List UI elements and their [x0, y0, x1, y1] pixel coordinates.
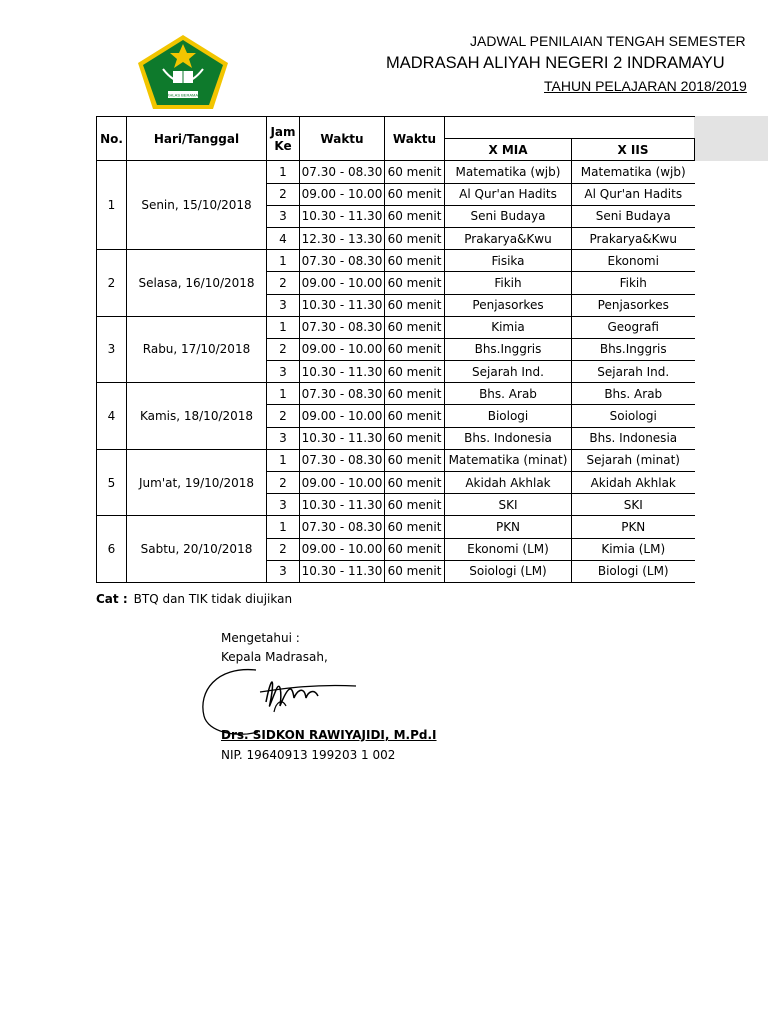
subject-x-mia-cell: Matematika (minat): [445, 449, 572, 471]
header-durasi: Waktu: [385, 117, 445, 161]
jam-ke-cell: 1: [267, 383, 300, 405]
table-row: [97, 516, 695, 538]
jam-ke-cell: 3: [267, 294, 300, 316]
note-label: Cat :: [96, 592, 128, 606]
subject-x-iis-cell: Biologi (LM): [572, 560, 695, 582]
time-cell: 07.30 - 08.30: [300, 516, 385, 538]
subject-x-iis-cell: Geografi: [572, 316, 695, 338]
subject-x-iis-cell: Penjasorkes: [572, 294, 695, 316]
time-cell: 07.30 - 08.30: [300, 383, 385, 405]
time-cell: 10.30 - 11.30: [300, 560, 385, 582]
time-cell: 09.00 - 10.00: [300, 272, 385, 294]
subject-x-mia-cell: Bhs.Inggris: [445, 338, 572, 360]
schedule-body: [97, 161, 695, 583]
title-line-3: TAHUN PELAJARAN 2018/2019: [544, 78, 747, 94]
gray-header-band: [694, 116, 768, 161]
duration-cell: 60 menit: [385, 361, 445, 383]
duration-cell: 60 menit: [385, 449, 445, 471]
subject-x-iis-cell: SKI: [572, 494, 695, 516]
time-cell: 10.30 - 11.30: [300, 427, 385, 449]
subject-x-iis-cell: Al Qur'an Hadits: [572, 183, 695, 205]
header-jam-ke: [267, 117, 300, 161]
title-line-2: MADRASAH ALIYAH NEGERI 2 INDRAMAYU: [386, 54, 725, 72]
table-row: [97, 250, 695, 272]
duration-cell: 60 menit: [385, 560, 445, 582]
subject-x-iis-cell: Soiologi: [572, 405, 695, 427]
subject-x-mia-cell: Fisika: [445, 250, 572, 272]
time-cell: 10.30 - 11.30: [300, 494, 385, 516]
subject-x-iis-cell: PKN: [572, 516, 695, 538]
subject-x-mia-cell: Matematika (wjb): [445, 161, 572, 183]
duration-cell: 60 menit: [385, 494, 445, 516]
subject-x-mia-cell: Soiologi (LM): [445, 560, 572, 582]
duration-cell: 60 menit: [385, 161, 445, 183]
duration-cell: 60 menit: [385, 427, 445, 449]
title-line-1: JADWAL PENILAIAN TENGAH SEMESTER: [470, 33, 746, 49]
subject-x-iis-cell: Prakarya&Kwu: [572, 227, 695, 249]
jam-ke-cell: 1: [267, 250, 300, 272]
subject-x-iis-cell: Fikih: [572, 272, 695, 294]
subject-x-mia-cell: Fikih: [445, 272, 572, 294]
time-cell: 07.30 - 08.30: [300, 449, 385, 471]
duration-cell: 60 menit: [385, 205, 445, 227]
time-cell: 12.30 - 13.30: [300, 227, 385, 249]
signatory-nip: NIP. 19640913 199203 1 002: [221, 748, 396, 762]
jam-ke-cell: 3: [267, 361, 300, 383]
day-number-cell: 4: [97, 383, 127, 450]
time-cell: 07.30 - 08.30: [300, 250, 385, 272]
subject-x-mia-cell: Biologi: [445, 405, 572, 427]
jam-ke-cell: 1: [267, 516, 300, 538]
duration-cell: 60 menit: [385, 316, 445, 338]
jam-ke-cell: 1: [267, 449, 300, 471]
day-number-cell: 3: [97, 316, 127, 383]
day-date-cell: Rabu, 17/10/2018: [127, 316, 267, 383]
subject-x-mia-cell: Bhs. Arab: [445, 383, 572, 405]
table-row: [97, 316, 695, 338]
jam-ke-cell: 3: [267, 205, 300, 227]
subject-x-iis-cell: Akidah Akhlak: [572, 472, 695, 494]
jam-ke-cell: 2: [267, 472, 300, 494]
subject-x-mia-cell: Ekonomi (LM): [445, 538, 572, 560]
header-jam-line1: Jam: [270, 124, 296, 139]
signatory-name: Drs. SIDKON RAWIYAJIDI, M.Pd.I: [221, 728, 437, 742]
jam-ke-cell: 2: [267, 538, 300, 560]
duration-cell: 60 menit: [385, 472, 445, 494]
logo-motto: IKHLAS BERAMAL: [165, 92, 201, 98]
day-number-cell: 2: [97, 250, 127, 317]
duration-cell: 60 menit: [385, 183, 445, 205]
subject-x-iis-cell: Ekonomi: [572, 250, 695, 272]
jam-ke-cell: 2: [267, 183, 300, 205]
jam-ke-cell: 3: [267, 494, 300, 516]
subject-x-mia-cell: Sejarah Ind.: [445, 361, 572, 383]
time-cell: 09.00 - 10.00: [300, 183, 385, 205]
subject-x-mia-cell: Penjasorkes: [445, 294, 572, 316]
header-waktu: Waktu: [300, 117, 385, 161]
subject-x-iis-cell: Kimia (LM): [572, 538, 695, 560]
subject-x-iis-cell: Bhs. Arab: [572, 383, 695, 405]
header-x-mia: X MIA: [445, 139, 572, 161]
subject-x-iis-cell: Seni Budaya: [572, 205, 695, 227]
exam-schedule-table: [96, 116, 695, 583]
day-date-cell: Kamis, 18/10/2018: [127, 383, 267, 450]
time-cell: 10.30 - 11.30: [300, 294, 385, 316]
duration-cell: 60 menit: [385, 294, 445, 316]
subject-x-mia-cell: PKN: [445, 516, 572, 538]
time-cell: 10.30 - 11.30: [300, 205, 385, 227]
subject-x-mia-cell: Bhs. Indonesia: [445, 427, 572, 449]
jam-ke-cell: 3: [267, 427, 300, 449]
duration-cell: 60 menit: [385, 250, 445, 272]
subject-x-mia-cell: Akidah Akhlak: [445, 472, 572, 494]
subject-x-mia-cell: Kimia: [445, 316, 572, 338]
note-text: BTQ dan TIK tidak diujikan: [133, 592, 293, 606]
header-kelas-group: [445, 117, 695, 139]
duration-cell: 60 menit: [385, 227, 445, 249]
time-cell: 07.30 - 08.30: [300, 161, 385, 183]
duration-cell: 60 menit: [385, 405, 445, 427]
jam-ke-cell: 2: [267, 272, 300, 294]
signature-role: Kepala Madrasah,: [221, 650, 328, 664]
subject-x-mia-cell: SKI: [445, 494, 572, 516]
subject-x-iis-cell: Matematika (wjb): [572, 161, 695, 183]
header-jam-line2: Ke: [274, 138, 292, 153]
subject-x-mia-cell: Al Qur'an Hadits: [445, 183, 572, 205]
duration-cell: 60 menit: [385, 383, 445, 405]
time-cell: 09.00 - 10.00: [300, 338, 385, 360]
header-no: No.: [97, 117, 127, 161]
jam-ke-cell: 1: [267, 316, 300, 338]
subject-x-mia-cell: Prakarya&Kwu: [445, 227, 572, 249]
duration-cell: 60 menit: [385, 338, 445, 360]
day-number-cell: 1: [97, 161, 127, 250]
jam-ke-cell: 3: [267, 560, 300, 582]
subject-x-iis-cell: Sejarah (minat): [572, 449, 695, 471]
subject-x-iis-cell: Sejarah Ind.: [572, 361, 695, 383]
subject-x-mia-cell: Seni Budaya: [445, 205, 572, 227]
header-hari-tanggal: Hari/Tanggal: [127, 117, 267, 161]
jam-ke-cell: 1: [267, 161, 300, 183]
day-date-cell: Sabtu, 20/10/2018: [127, 516, 267, 583]
time-cell: 10.30 - 11.30: [300, 361, 385, 383]
table-row: [97, 449, 695, 471]
subject-x-iis-cell: Bhs. Indonesia: [572, 427, 695, 449]
day-number-cell: 5: [97, 449, 127, 516]
jam-ke-cell: 2: [267, 338, 300, 360]
day-number-cell: 6: [97, 516, 127, 583]
day-date-cell: Selasa, 16/10/2018: [127, 250, 267, 317]
time-cell: 09.00 - 10.00: [300, 472, 385, 494]
subject-x-iis-cell: Bhs.Inggris: [572, 338, 695, 360]
table-row: [97, 161, 695, 183]
duration-cell: 60 menit: [385, 516, 445, 538]
jam-ke-cell: 2: [267, 405, 300, 427]
time-cell: 09.00 - 10.00: [300, 405, 385, 427]
duration-cell: 60 menit: [385, 538, 445, 560]
duration-cell: 60 menit: [385, 272, 445, 294]
table-row: [97, 383, 695, 405]
day-date-cell: Senin, 15/10/2018: [127, 161, 267, 250]
day-date-cell: Jum'at, 19/10/2018: [127, 449, 267, 516]
note: [96, 592, 292, 606]
signature-mengetahui: Mengetahui :: [221, 631, 300, 645]
jam-ke-cell: 4: [267, 227, 300, 249]
document-title-block: [0, 33, 747, 99]
time-cell: 09.00 - 10.00: [300, 538, 385, 560]
time-cell: 07.30 - 08.30: [300, 316, 385, 338]
header-x-iis: X IIS: [572, 139, 695, 161]
